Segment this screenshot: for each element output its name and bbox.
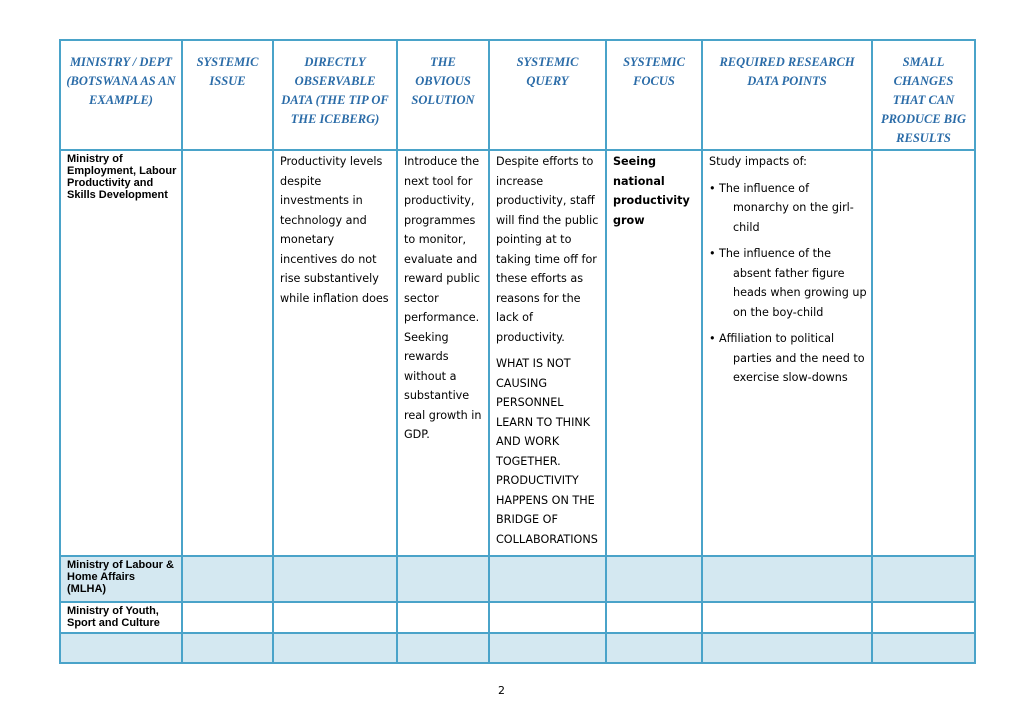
header-research-data-points: REQUIRED RESEARCH DATA POINTS (702, 40, 872, 150)
bullet-icon: • (709, 332, 716, 345)
list-item: • The influence of the absent father figure heads when growing up on the boy-child (709, 244, 867, 322)
header-systemic-query: SYSTEMIC QUERY (489, 40, 606, 150)
empty-cell (702, 602, 872, 633)
empty-cell (872, 602, 975, 633)
empty-cell (182, 556, 273, 602)
header-systemic-focus: SYSTEMIC FOCUS (606, 40, 702, 150)
list-item: • The influence of monarchy on the girl-child (709, 179, 867, 238)
header-ministry: MINISTRY / DEPT (BOTSWANA AS AN EXAMPLE) (60, 40, 182, 150)
table-row (60, 150, 975, 556)
table-row (60, 602, 975, 633)
list-item: • Affiliation to political parties and the need to exercise slow-downs (709, 329, 867, 388)
table-row (60, 633, 975, 663)
research-points-list (709, 179, 867, 388)
header-observable-data: DIRECTLY OBSERVABLE DATA (THE TIP OF THE ICEBERG) (273, 40, 397, 150)
obvious-solution-cell: Introduce the next tool for productivity, programmes to monitor, evaluate and reward public sector performance. Seeking rewards without a substantive real growth in GDP. (397, 150, 489, 556)
bullet-icon: • (709, 181, 716, 195)
empty-cell (606, 556, 702, 602)
systemic-focus-cell: Seeing national productivity grow (606, 150, 702, 556)
research-intro: Study impacts of: (709, 155, 807, 168)
systemic-query-caps-paragraph: WHAT IS NOT CAUSING PERSONNEL LEARN TO THINK AND WORK TOGETHER. PRODUCTIVITY HAPPENS ON THE BRIDGE OF COLLABORATIONS (496, 357, 598, 546)
systemic-query-cell (489, 150, 606, 556)
ministry-cell: Ministry of Employment, Labour Productivity and Skills Development (60, 150, 182, 556)
header-obvious-solution: THE OBVIOUS SOLUTION (397, 40, 489, 150)
empty-cell (489, 633, 606, 663)
empty-cell (397, 556, 489, 602)
header-small-changes: SMALL CHANGES THAT CAN PRODUCE BIG RESULTS (872, 40, 975, 150)
empty-cell (182, 602, 273, 633)
empty-cell (489, 556, 606, 602)
ministry-cell: Ministry of Youth, Sport and Culture (60, 602, 182, 633)
empty-cell (273, 602, 397, 633)
empty-cell (606, 633, 702, 663)
ministry-cell (60, 633, 182, 663)
empty-cell (606, 602, 702, 633)
empty-cell (872, 633, 975, 663)
research-data-points-cell (702, 150, 872, 556)
bullet-icon: • (709, 247, 716, 260)
empty-cell (182, 633, 273, 663)
observable-data-cell: Productivity levels despite investments in technology and monetary incentives do not rise substantively while inflation does (273, 150, 397, 556)
empty-cell (489, 602, 606, 633)
empty-cell (397, 602, 489, 633)
page-number: 2 (498, 684, 505, 697)
table-row (60, 556, 975, 602)
systemic-issue-cell (182, 150, 273, 556)
systemic-query-paragraph: Despite efforts to increase productivity, staff will find the public pointing at to taking time off for these efforts as reasons for the lack of productivity. (496, 155, 599, 344)
empty-cell (702, 556, 872, 602)
empty-cell (273, 556, 397, 602)
header-row (60, 40, 975, 150)
header-systemic-issue: SYSTEMIC ISSUE (182, 40, 273, 150)
systemic-matrix-table (59, 39, 976, 664)
empty-cell (702, 633, 872, 663)
empty-cell (397, 633, 489, 663)
ministry-cell: Ministry of Labour & Home Affairs (MLHA) (60, 556, 182, 602)
empty-cell (273, 633, 397, 663)
small-changes-cell (872, 150, 975, 556)
empty-cell (872, 556, 975, 602)
